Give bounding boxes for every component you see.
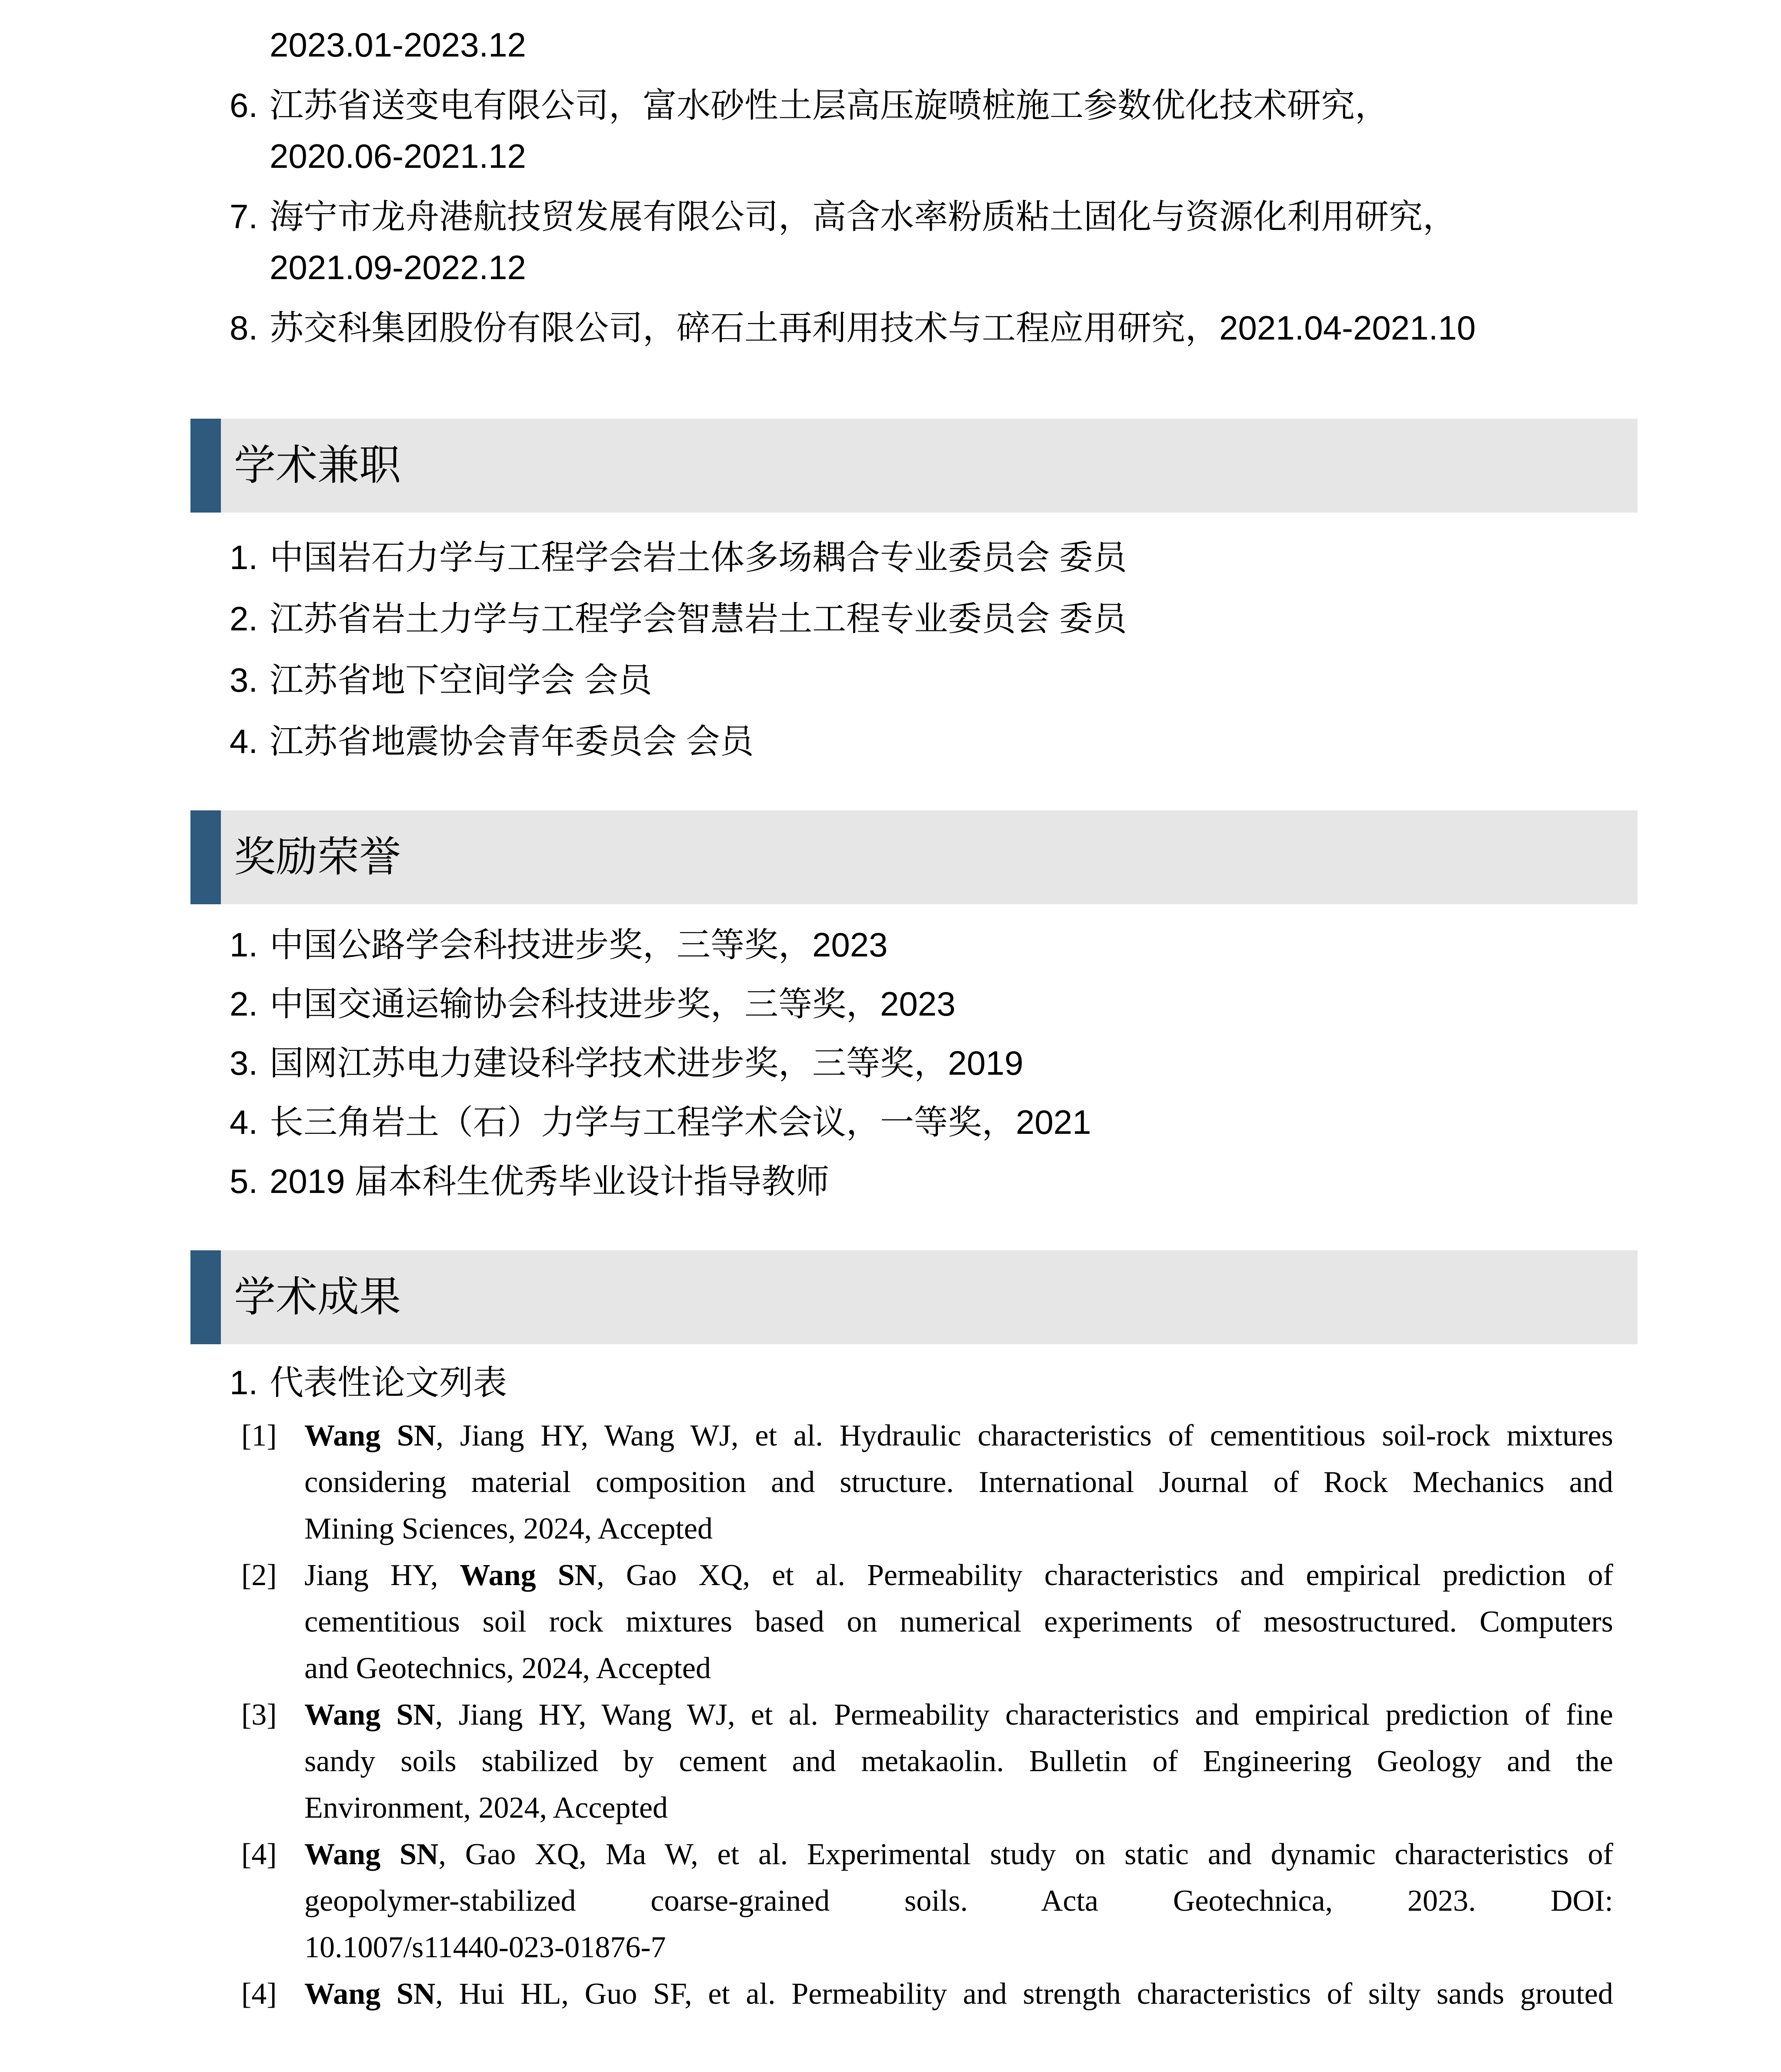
project-text — [270, 80, 1389, 182]
membership-item — [230, 655, 1638, 706]
reference-line — [304, 1506, 1613, 1552]
reference-text-segment: , Jiang HY, Wang WJ, et al. Permeability characteristics and empirical prediction of fine — [435, 1698, 1613, 1732]
membership-item-text: 中国岩石力学与工程学会岩土体多场耦合专业委员会 委员 — [270, 538, 1127, 576]
reference-line — [304, 1971, 1613, 2017]
membership-item-number: 4. — [230, 722, 258, 760]
project-text — [270, 191, 1457, 293]
reference-text-segment: and Geotechnics, 2024, Accepted — [304, 1652, 711, 1685]
publication-item — [241, 1412, 1638, 1552]
reference-tag: [4] — [241, 1977, 277, 2011]
accent-bar-icon — [190, 419, 221, 513]
award-item — [230, 1156, 1638, 1207]
section-memberships — [190, 419, 1638, 767]
section-awards — [190, 810, 1638, 1207]
achievements-header — [190, 1250, 1638, 1344]
award-list — [230, 919, 1638, 1207]
reference-tag: [4] — [241, 1838, 277, 1871]
reference-line — [304, 1552, 1613, 1599]
achievements-title: 学术成果 — [234, 1274, 401, 1320]
reference-text-segment: , Jiang HY, Wang WJ, et al. Hydraulic characteristics of cementitious soil-rock mixtures — [436, 1419, 1613, 1452]
award-item-number: 5. — [230, 1162, 258, 1200]
reference-line — [304, 1738, 1613, 1785]
membership-item-number: 1. — [230, 538, 258, 576]
award-item-number: 3. — [230, 1044, 258, 1082]
reference-text-segment: considering material composition and structure. International Journal of Rock Mechanics and — [304, 1466, 1613, 1499]
reference-text-segment: , Gao XQ, Ma W, et al. Experimental study on static and dynamic characteristics of — [438, 1838, 1613, 1871]
membership-item — [230, 716, 1638, 767]
award-item — [230, 979, 1638, 1029]
reference-body — [304, 1831, 1613, 1971]
membership-item-number: 3. — [230, 661, 258, 699]
reference-line — [304, 1831, 1613, 1878]
award-item-number: 4. — [230, 1103, 258, 1141]
project-number: 6. — [230, 86, 258, 124]
publication-label-number: 1. — [230, 1363, 258, 1402]
project-line: 2021.09-2022.12 — [270, 248, 526, 286]
reference-line — [304, 1645, 1613, 1692]
reference-line — [304, 1878, 1613, 1924]
memberships-header — [190, 419, 1638, 513]
reference-line — [304, 1692, 1613, 1738]
accent-bar-icon — [190, 1250, 221, 1344]
reference-text-segment: geopolymer-stabilized coarse-grained soils. Acta Geotechnica, 2023. DOI: — [304, 1884, 1613, 1918]
award-item-text: 长三角岩土（石）力学与工程学术会议，一等奖，2021 — [270, 1103, 1091, 1141]
project-item — [230, 20, 1638, 70]
membership-item-number: 2. — [230, 600, 258, 638]
membership-item-text: 江苏省地下空间学会 会员 — [270, 661, 652, 699]
reference-text-segment: , Gao XQ, et al. Permeability characteristics and empirical prediction of — [597, 1559, 1613, 1592]
project-item — [230, 303, 1638, 353]
project-number: 8. — [230, 309, 258, 347]
publication-item — [241, 1692, 1638, 1831]
project-text — [270, 20, 526, 70]
reference-line — [304, 1924, 1613, 1971]
award-item-number: 1. — [230, 926, 258, 964]
memberships-title: 学术兼职 — [234, 442, 401, 489]
project-line: 海宁市龙舟港航技贸发展有限公司，高含水率粉质粘土固化与资源化利用研究， — [270, 197, 1457, 236]
reference-line — [304, 1599, 1613, 1645]
reference-author-bold: Wang SN — [304, 1419, 436, 1452]
reference-text-segment: cementitious soil rock mixtures based on numerical experiments of mesostructured. Computers — [304, 1605, 1613, 1639]
reference-author-bold: Wang SN — [304, 1977, 436, 2011]
reference-author-bold: Wang SN — [304, 1698, 435, 1732]
reference-line — [304, 1785, 1613, 1831]
project-line: 2020.06-2021.12 — [270, 137, 526, 175]
award-item — [230, 1038, 1638, 1089]
project-line: 2023.01-2023.12 — [270, 26, 526, 64]
membership-item-text: 江苏省岩土力学与工程学会智慧岩土工程专业委员会 委员 — [270, 600, 1127, 638]
project-line: 苏交科集团股份有限公司，碎石土再利用技术与工程应用研究，2021.04-2021.10 — [270, 309, 1476, 347]
award-item-number: 2. — [230, 985, 258, 1023]
publication-list-label — [230, 1357, 1638, 1408]
section-achievements — [190, 1250, 1638, 2017]
reference-body — [304, 1971, 1613, 2017]
reference-text-segment: Mining Sciences, 2024, Accepted — [304, 1512, 713, 1546]
project-number — [230, 20, 270, 70]
project-item — [230, 80, 1638, 182]
project-text — [270, 303, 1476, 353]
awards-header — [190, 810, 1638, 904]
reference-author-bold: Wang SN — [304, 1838, 439, 1871]
reference-tag: [3] — [241, 1698, 277, 1732]
project-list-continued — [230, 20, 1638, 353]
reference-text-segment: sandy soils stabilized by cement and metakaolin. Bulletin of Engineering Geology and the — [304, 1745, 1613, 1778]
award-item-text: 2019 届本科生优秀毕业设计指导教师 — [270, 1162, 830, 1200]
membership-item — [230, 532, 1638, 583]
reference-text-segment: Jiang HY, — [304, 1559, 460, 1592]
membership-item-text: 江苏省地震协会青年委员会 会员 — [270, 722, 754, 760]
project-number: 7. — [230, 197, 258, 236]
publication-list — [241, 1412, 1638, 2017]
award-item — [230, 919, 1638, 970]
award-item-text: 中国公路学会科技进步奖，三等奖，2023 — [270, 926, 888, 964]
project-item — [230, 191, 1638, 293]
membership-item — [230, 593, 1638, 644]
publication-label-text: 代表性论文列表 — [270, 1363, 507, 1402]
reference-line — [304, 1412, 1613, 1459]
reference-body — [304, 1552, 1613, 1692]
reference-text-segment: 10.1007/s11440-023-01876-7 — [304, 1931, 666, 1964]
reference-body — [304, 1412, 1613, 1552]
reference-tag: [2] — [241, 1559, 277, 1592]
reference-line — [304, 1459, 1613, 1506]
reference-text-segment: Environment, 2024, Accepted — [304, 1791, 668, 1825]
awards-title: 奖励荣誉 — [234, 834, 401, 880]
reference-tag: [1] — [241, 1419, 277, 1452]
publication-item — [241, 1552, 1638, 1692]
award-item-text: 国网江苏电力建设科学技术进步奖，三等奖，2019 — [270, 1044, 1024, 1082]
publication-item — [241, 1831, 1638, 1971]
project-line: 江苏省送变电有限公司，富水砂性土层高压旋喷桩施工参数优化技术研究， — [270, 86, 1389, 124]
reference-author-bold: Wang SN — [460, 1559, 597, 1592]
award-item — [230, 1097, 1638, 1148]
reference-text-segment: , Hui HL, Guo SF, et al. Permeability and strength characteristics of silty sands grouted — [435, 1977, 1613, 2011]
award-item-text: 中国交通运输协会科技进步奖，三等奖，2023 — [270, 985, 956, 1023]
accent-bar-icon — [190, 810, 221, 904]
membership-list — [230, 532, 1638, 767]
reference-body — [304, 1692, 1613, 1831]
publication-item — [241, 1971, 1638, 2017]
